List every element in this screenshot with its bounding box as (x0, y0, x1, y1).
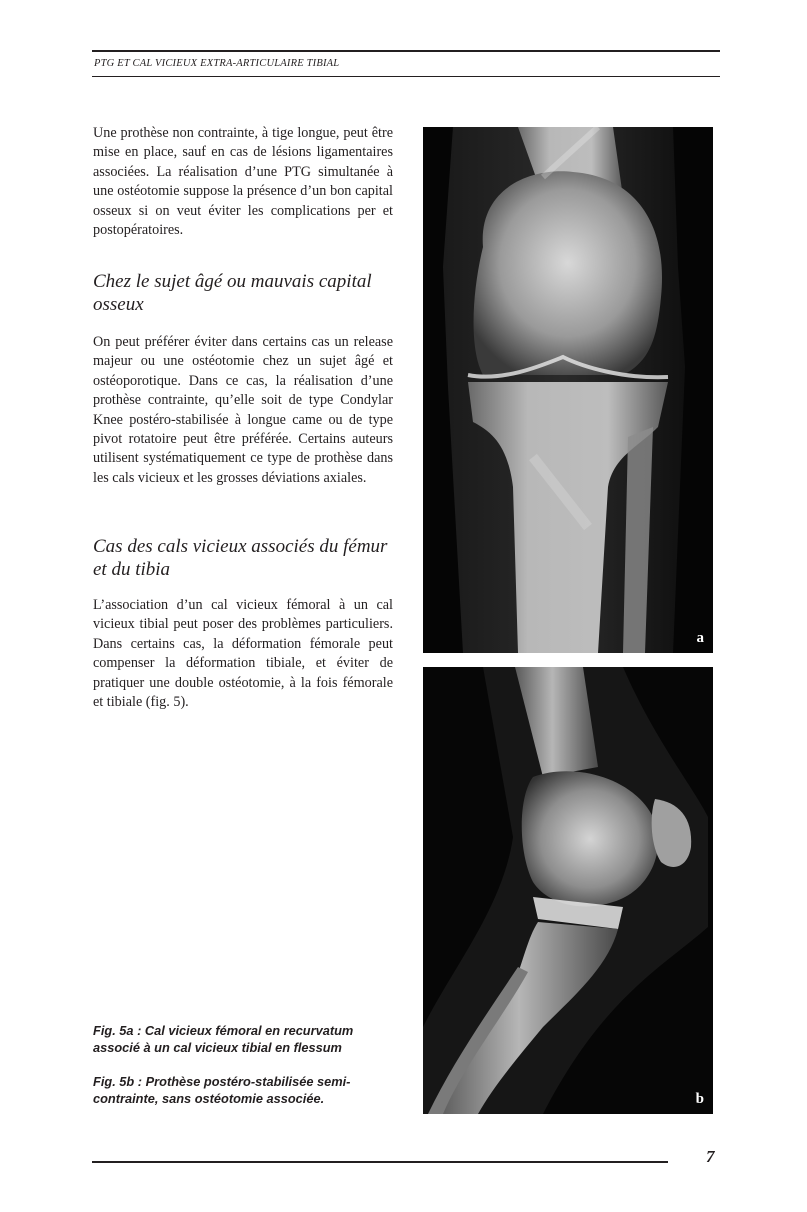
section-heading-2-block (93, 535, 393, 581)
xray-figure-5b (423, 667, 713, 1114)
section-heading-elderly: Chez le sujet âgé ou mauvais capital osseux (93, 271, 372, 315)
xray-figure-5a (423, 127, 713, 653)
xray-5b-drawing (423, 667, 713, 1114)
figure-label-a: a (696, 630, 704, 646)
caption-fig5b: Fig. 5b : Prothèse postéro-stabilisée semi-contrainte, sans ostéotomie associée. (93, 1074, 351, 1106)
figure-label-b: b (695, 1091, 704, 1107)
section-heading-femur-tibia: Cas des cals vicieux associés du fémur et du tibia (93, 536, 388, 580)
xray-5a-drawing (423, 127, 713, 653)
page-number: 7 (706, 1147, 715, 1166)
paragraph-2-block (93, 333, 393, 488)
paragraph-1-block (93, 124, 393, 240)
paragraph-1: Une prothèse non contrainte, à tige longue, peut être mise en place, sauf en cas de lésions ligamentaires associées. La réalisation d’une PTG simultanée à une ostéotomie suppose la présence d’un bon capital osseux si on veut éviter les complications per et postopératoires. (93, 125, 393, 239)
paragraph-3: L’association d’un cal vicieux fémoral à un cal vicieux tibial peut poser des problèmes particuliers. Dans certains cas, la déformation fémorale peut compenser la déformation tibiale, et éviter de pratiquer une double ostéotomie, à la fois fémorale et tibiale (fig. 5). (93, 597, 393, 711)
running-header (92, 50, 720, 77)
section-heading-1-block (93, 270, 393, 316)
caption-fig5a: Fig. 5a : Cal vicieux fémoral en recurvatum associé à un cal vicieux tibial en flessum (93, 1023, 354, 1055)
footer-rule (92, 1161, 668, 1163)
paragraph-3-block (93, 596, 393, 712)
paragraph-2: On peut préférer éviter dans certains cas un release majeur ou une ostéotomie chez un sujet âgé et ostéoporotique. Dans ce cas, la réalisation d’une prothèse contrainte, qu’elle soit de type Condylar Knee postéro-stabilisée à longue came ou de type pivot rotatoire peut être préférée. Certains auteurs utilisent systématiquement ce type de prothèse dans les cals vicieux et les grosses déviations axiales. (93, 334, 393, 486)
running-title: PTG ET CAL VICIEUX EXTRA-ARTICULAIRE TIBIAL (94, 58, 340, 69)
